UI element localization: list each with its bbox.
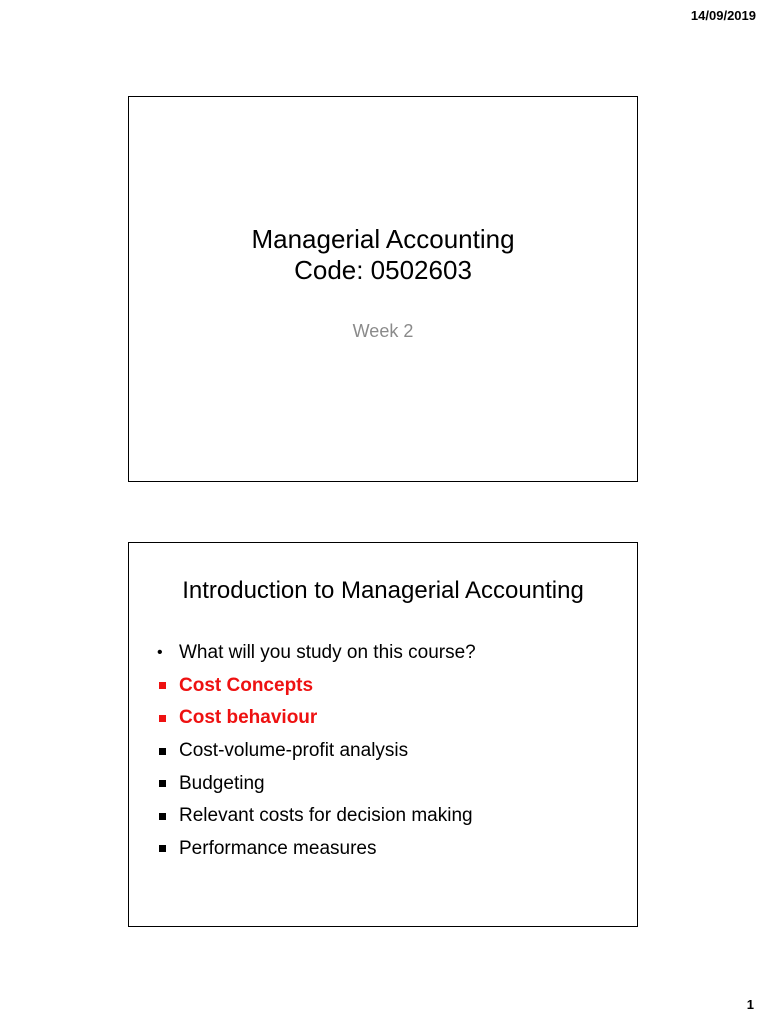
title-slide [128,96,638,482]
content-slide [128,542,638,927]
list-item [157,735,617,768]
list-item-text: Budgeting [179,772,265,794]
list-item [157,702,617,735]
list-item-text: Relevant costs for decision making [179,805,473,827]
bullet-square-icon [157,845,179,852]
bullet-square-icon [157,682,179,689]
list-item-text: Performance measures [179,837,377,859]
bullet-square-icon [157,813,179,820]
bullet-square-icon [157,715,179,722]
page-number: 1 [746,997,754,1012]
list-item-text: Cost behaviour [179,707,318,729]
list-item [157,833,617,866]
bullet-square-icon [157,748,179,755]
bullet-dot-icon: • [157,644,163,662]
list-item [157,670,617,703]
slide-subtitle: Week 2 [352,321,414,341]
course-title: Managerial Accounting [251,224,515,254]
list-item [157,637,617,670]
slide-heading: Introduction to Managerial Accounting [182,577,584,604]
bullet-square-icon [157,780,179,787]
list-item-text: Cost Concepts [179,674,314,696]
page-date: 14/09/2019 [690,8,756,23]
course-code: Code: 0502603 [294,255,472,285]
slide-title [129,224,637,286]
list-item [157,800,617,833]
list-item-text: Cost-volume-profit analysis [179,740,409,762]
list-item-text: What will you study on this course? [179,642,476,664]
topic-list [157,637,617,865]
list-item [157,767,617,800]
